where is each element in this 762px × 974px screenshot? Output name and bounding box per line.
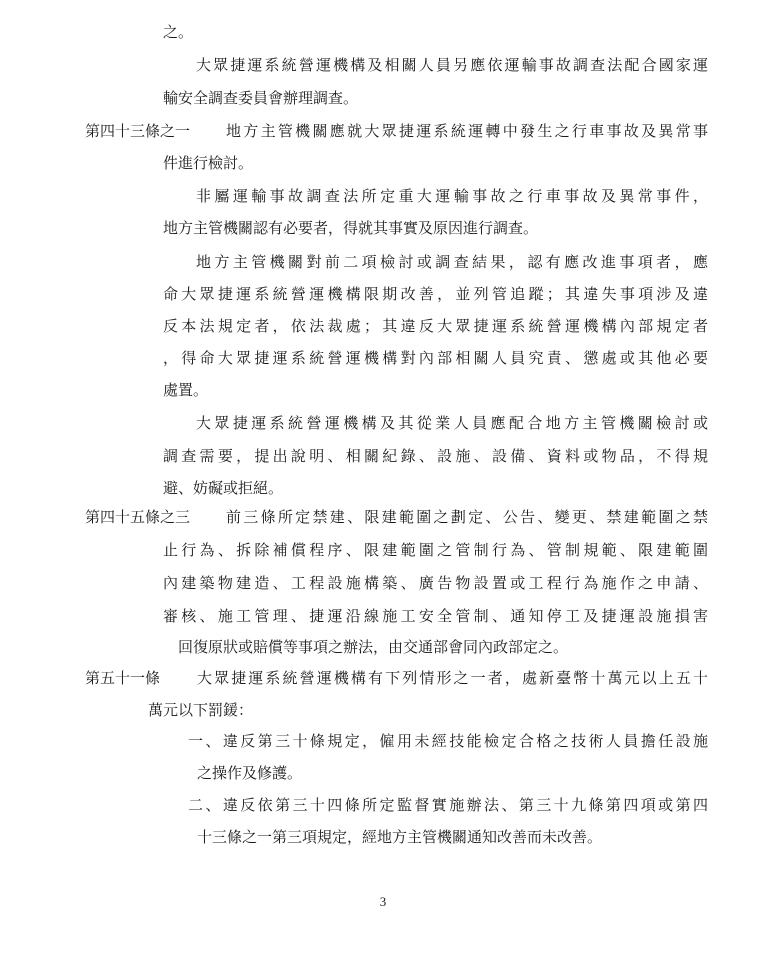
text-line: 大眾捷運系統營運機構有下列情形之一者，處新臺幣十萬元以上五十: [197, 671, 708, 687]
text-line: 萬元以下罰鍰：: [148, 703, 254, 719]
text-line: 前三條所定禁建、限建範圍之劃定、公告、變更、禁建範圍之禁: [226, 510, 708, 526]
text-line: 審核、施工管理、捷運沿線施工安全管制、通知停工及捷運設施損害: [163, 609, 708, 625]
article-number: 第四十五條之三: [85, 510, 191, 526]
text-line: 處置。: [163, 383, 209, 399]
article-number: 第四十三條之一: [85, 124, 191, 140]
text-line: 地方主管機關認有必要者，得就其事實及原因進行調查。: [163, 221, 539, 237]
list-item-line: 十三條之一第三項規定，經地方主管機關通知改善而未改善。: [197, 830, 603, 846]
text-line: 內建築物建造、工程設施構築、廣告物設置或工程行為施作之申請、: [163, 576, 708, 592]
page-number: 3: [379, 894, 387, 909]
text-line: 調查需要，提出說明、相關紀錄、設施、設備、資料或物品，不得規: [163, 449, 708, 465]
text-line: 之。: [163, 25, 194, 41]
text-line: 非屬運輸事故調查法所定重大運輸事故之行車事故及異常事件，: [196, 189, 708, 205]
text-line: 止行為、拆除補償程序、限建範圍之管制行為、管制規範、限建範圍: [163, 543, 708, 559]
text-line: 反本法規定者，依法裁處；其違反大眾捷運系統營運機構內部規定者: [163, 319, 708, 335]
text-line: 輸安全調查委員會辦理調查。: [163, 91, 359, 107]
text-line: 大眾捷運系統營運機構及其從業人員應配合地方主管機關檢討或: [196, 416, 708, 432]
list-item-line: 一、違反第三十條規定，僱用未經技能檢定合格之技術人員擔任設施: [188, 734, 708, 750]
text-line: 避、妨礙或拒絕。: [163, 481, 284, 497]
list-item-line: 二、違反依第三十四條所定監督實施辦法、第三十九條第四項或第四: [188, 798, 708, 814]
text-line: 件進行檢討。: [163, 156, 254, 172]
article-number: 第五十一條: [85, 671, 161, 687]
text-line: 地方主管機關應就大眾捷運系統運轉中發生之行車事故及異常事: [226, 124, 708, 140]
text-line: 命大眾捷運系統營運機構限期改善，並列管追蹤；其違失事項涉及違: [163, 287, 708, 303]
text-line: 大眾捷運系統營運機構及相關人員另應依運輸事故調查法配合國家運: [196, 58, 708, 74]
list-item-line: 之操作及修護。: [197, 766, 303, 782]
text-line: 地方主管機關對前二項檢討或調查結果，認有應改進事項者，應: [196, 255, 708, 271]
text-line: 回復原狀或賠償等事項之辦法，由交通部會同內政部定之。: [178, 640, 569, 656]
text-line: ，得命大眾捷運系統營運機構對內部相關人員究責、懲處或其他必要: [163, 351, 708, 367]
